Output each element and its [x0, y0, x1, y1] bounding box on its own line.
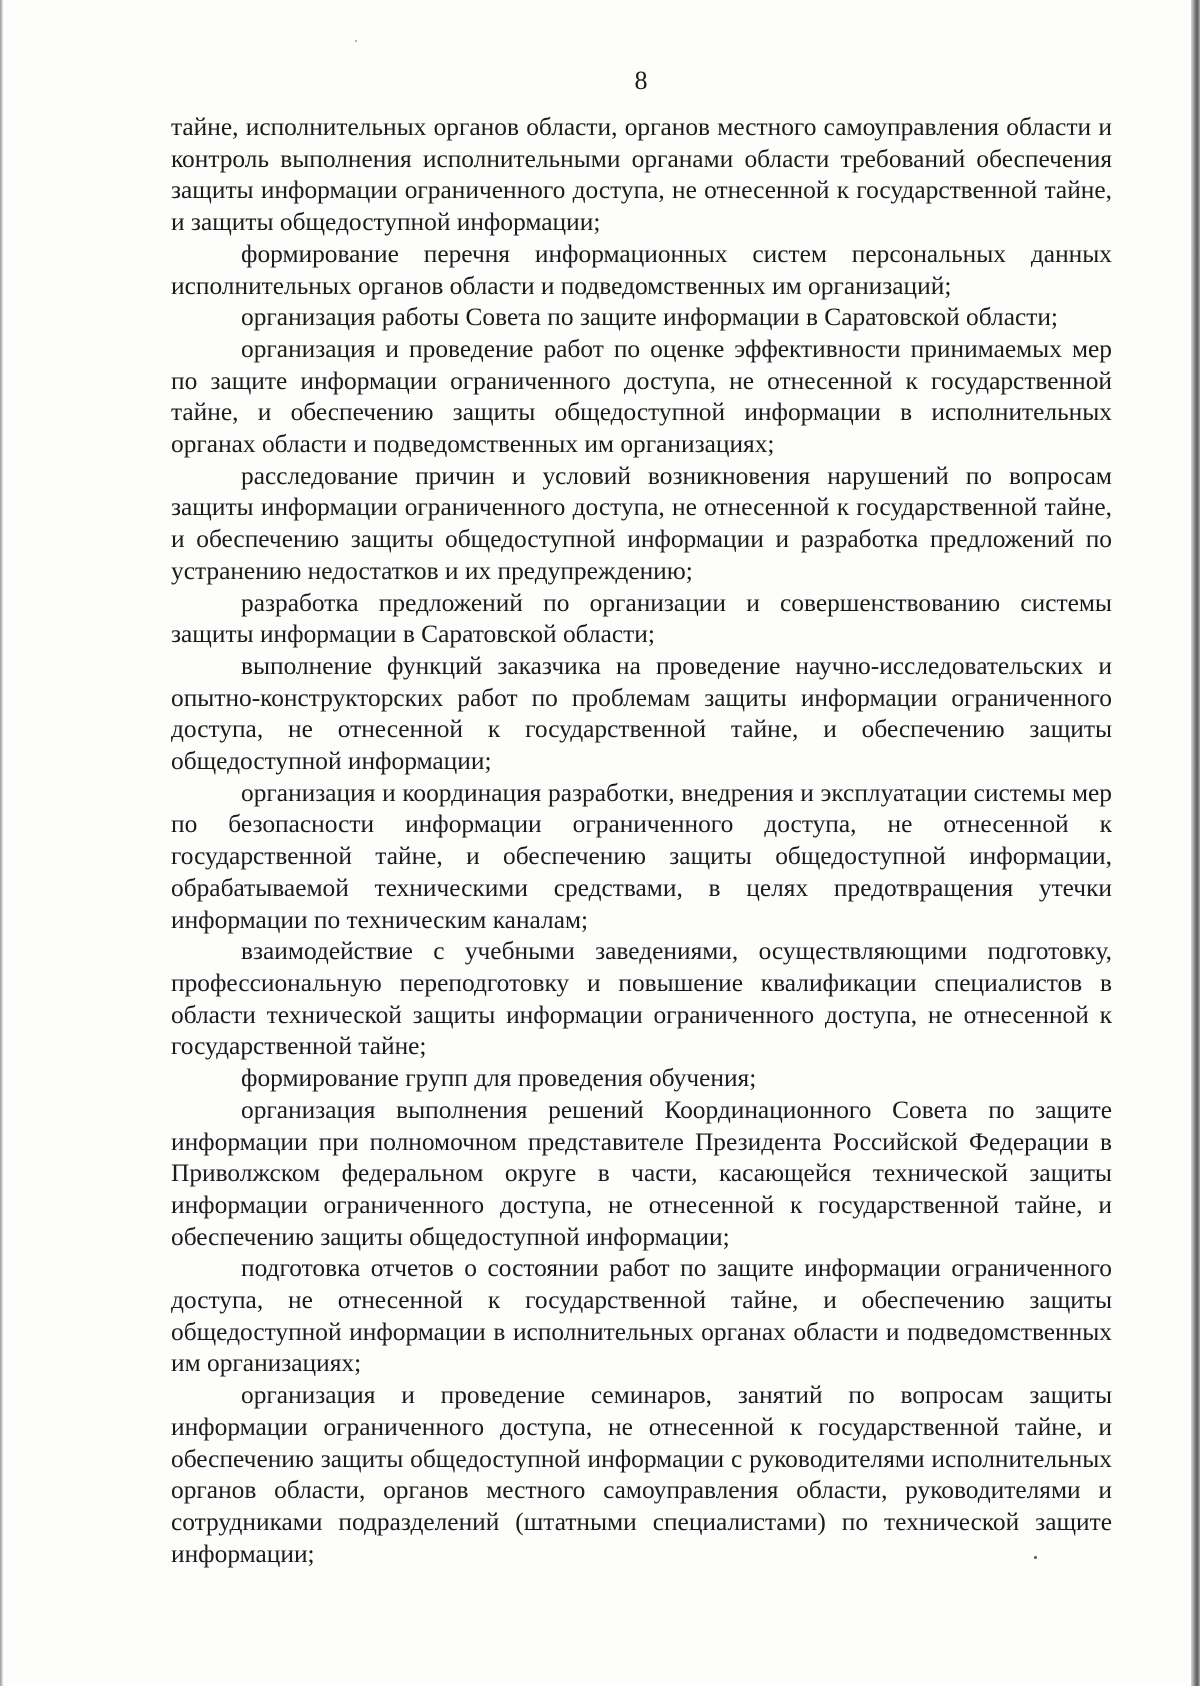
paragraph: организация и проведение семинаров, занятий по вопросам защиты информации ограниченного доступа, не отнесенной к государственной тайне, и обеспечению защиты общедоступной информации с руководителями исполнительных органов области, органов местного самоуправления области, руководителями и сотрудниками подразделений (штатными специалистами) по технической защите информации; [171, 1381, 1112, 1568]
scan-edge-right [1191, 0, 1200, 1686]
paragraph: формирование групп для проведения обучения; [241, 1064, 757, 1093]
paragraph: организация и проведение работ по оценке эффективности принимаемых мер по защите информации ограниченного доступа, не отнесенной к государственной тайне, и обеспечению защиты общедоступной информации в исполнительных органах области и подведомственных им организациях; [171, 334, 1112, 459]
paragraph: подготовка отчетов о состоянии работ по защите информации ограниченного доступа, не отнесенной к государственной тайне, и обеспечению защиты общедоступной информации в исполнительных органах области и подведомственных им организациях; [171, 1254, 1112, 1378]
paragraph: разработка предложений по организации и совершенствованию системы защиты информации в Саратовской области; [171, 588, 1112, 649]
paragraph: организация работы Совета по защите информации в Саратовской области; [241, 303, 1058, 332]
paragraph: организация и координация разработки, внедрения и эксплуатации системы мер по безопасности информации ограниченного доступа, не отнесенной к государственной тайне, и обеспечению защиты общедоступной информации, обрабатываемой техническими средствами, в целях предотвращения утечки информации по техническим каналам; [171, 778, 1112, 934]
paragraph: расследование причин и условий возникновения нарушений по вопросам защиты информации ограниченного доступа, не отнесенной к государственной тайне, и обеспечению защиты общедоступной информации и разработка предложений по устранению недостатков и их предупреждению; [171, 461, 1112, 585]
page-number: 8 [634, 66, 648, 95]
scan-speck [355, 40, 357, 42]
paragraph: взаимодействие с учебными заведениями, осуществляющими подготовку, профессиональную переподготовку и повышение квалификации специалистов в области технической защиты информации ограниченного доступа, не отнесенной к государственной тайне; [171, 937, 1112, 1061]
paragraph: формирование перечня информационных систем персональных данных исполнительных органов области и подведомственных им организаций; [171, 239, 1112, 300]
scan-edge-left [0, 0, 3, 1686]
paragraph: организация выполнения решений Координационного Совета по защите информации при полномочном представителе Президента Российской Федерации в Приволжском федеральном округе в части, касающейся технической защиты информации ограниченного доступа, не отнесенной к государственной тайне, и обеспечению защиты общедоступной информации; [171, 1095, 1112, 1251]
paragraph: выполнение функций заказчика на проведение научно-исследовательских и опытно-конструкторских работ по проблемам защиты информации ограниченного доступа, не отнесенной к государственной тайне, и обеспечению защиты общедоступной информации; [171, 651, 1112, 776]
paragraph: тайне, исполнительных органов области, органов местного самоуправления области и контроль выполнения исполнительными органами области требований обеспечения защиты информации ограниченного доступа, не отнесенной к государственной тайне, и защиты общедоступной информации; [171, 113, 1112, 237]
scan-speck [1034, 1556, 1037, 1559]
document-body [171, 112, 1112, 1570]
